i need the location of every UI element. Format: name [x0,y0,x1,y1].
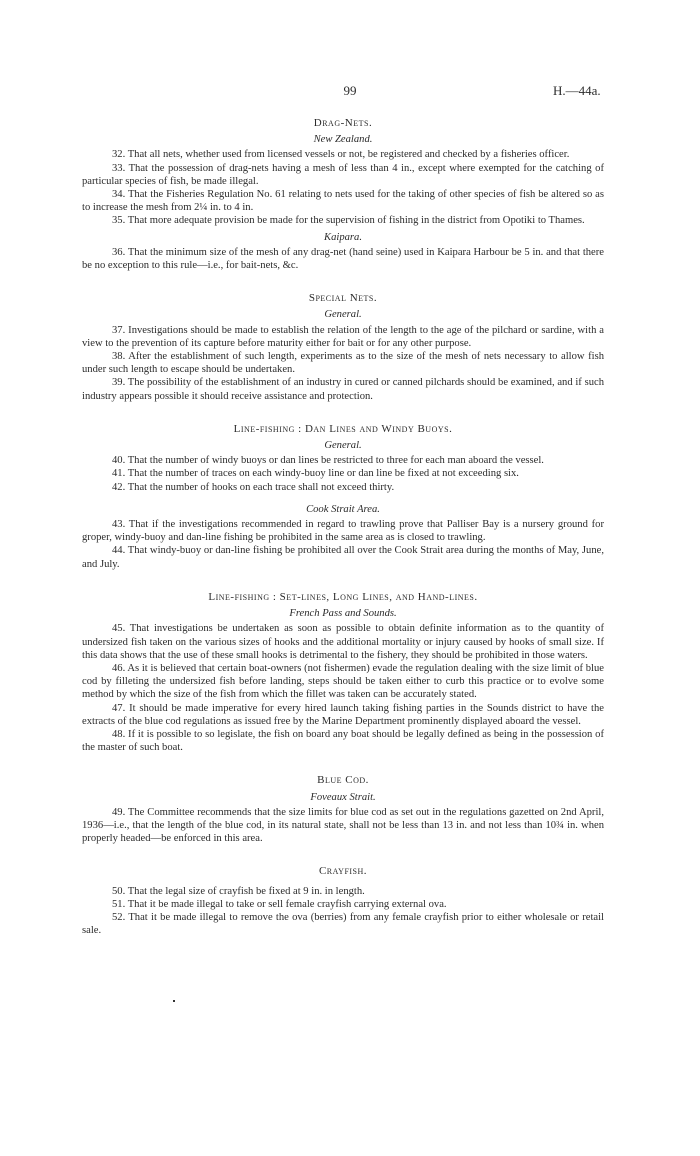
document-reference: H.—44a. [553,83,601,98]
section-heading: Line-fishing : Set-lines, Long Lines, and Hand-lines. [208,590,478,603]
subsection-heading: French Pass and Sounds. [289,608,397,620]
paragraph-37: 37. Investigations should be made to establish the relation of the length to the age of the pilchard or sardine, with a view to the prevention of its capture before maturity either for bait or for any other purpose. [82,324,604,349]
subsection-heading: General. [324,309,362,321]
paragraph-47: 47. It should be made imperative for every hired launch taking fishing parties in the Sounds district to have the extracts of the blue cod regulations as issued free by the Marine Department prominently displayed aboard the vessel. [82,702,604,727]
subsection-heading: Foveaux Strait. [310,791,376,803]
paragraph-46: 46. As it is believed that certain boat-owners (not fishermen) evade the regulation dealing with the size limit of blue cod by filleting the undersized fish before landing, steps should be taken either to curb this practice or to evolve some method by which the size of the fish from which the fillet was taken can be accurately stated. [82,662,604,701]
paragraph-40: 40. That the number of windy buoys or dan lines be restricted to three for each man aboard the vessel. [112,455,544,467]
section-heading: Crayfish. [318,865,368,878]
section-heading: Special Nets. [308,292,378,305]
section-heading: Line-fishing : Dan Lines and Windy Buoys. [233,422,453,435]
page-body [82,117,604,937]
paragraph-44: 44. That windy-buoy or dan-line fishing be prohibited all over the Cook Strait area during the months of May, June, and July. [82,545,604,570]
section-crayfish [82,865,604,937]
paragraph-34: 34. That the Fisheries Regulation No. 61 relating to nets used for the taking of other species of fish be altered so as to increase the mesh from 2¼ in. to 4 in. [82,189,604,214]
subsection-heading: New Zealand. [313,134,373,146]
paragraph-51: 51. That it be made illegal to take or sell female crayfish carrying external ova. [112,898,447,910]
page-number: 99 [343,83,357,98]
paragraph-48: 48. If it is possible to so legislate, the fish on board any boat should be legally defined as being in the possession of the master of such boat. [82,728,604,754]
section-dan-lines [82,423,604,571]
section-heading: Blue Cod. [317,774,369,787]
paragraph-41: 41. That the number of traces on each windy-buoy line or dan line be fixed at not exceeding six. [112,468,519,480]
paragraph-49: 49. The Committee recommends that the size limits for blue cod as set out in the regulations gazetted on 2nd April, 1936—i.e., that the length of the blue cod, in its natural state, shall not be less than 13 in. and not less than 10¾ in. when properly headed—be enforced in this area. [82,806,604,845]
paragraph-50: 50. That the legal size of crayfish be fixed at 9 in. in length. [112,885,365,897]
section-heading: Drag-Nets. [313,117,373,129]
subsection-heading: General. [324,440,362,452]
section-set-lines [82,591,604,754]
paragraph-45: 45. That investigations be undertaken as soon as possible to obtain definite information as to the quantity of undersized fish taken on the various sizes of hooks and the additional mortality or injury caused by hooks of small size. If this data shows that the use of these small hooks is detrimental to the fishery, they should be prohibited in those waters. [82,623,604,661]
paragraph-36: 36. That the minimum size of the mesh of any drag-net (hand seine) used in Kaipara Harbour be 5 in. and that there be no exception to this rule—i.e., for bait-nets, &c. [82,246,604,272]
paragraph-38: 38. After the establishment of such length, experiments as to the size of the mesh of nets necessary to allow fish under such length to escape should be undertaken. [82,351,604,376]
paragraph-43: 43. That if the investigations recommended in regard to trawling prove that Palliser Bay is a nursery ground for groper, windy-buoy and dan-line fishing be prohibited in the same area as is closed to trawling. [82,519,604,544]
subsection-heading: Kaipara. [324,231,362,243]
subsection-heading: Cook Strait Area. [306,503,380,515]
paragraph-52: 52. That it be made illegal to remove the ova (berries) from any female crayfish prior to either wholesale or retail sale. [82,911,604,937]
section-blue-cod [82,774,604,845]
section-drag-nets [82,117,604,272]
paragraph-35: 35. That more adequate provision be made for the supervision of fishing in the district from Opotiki to Thames. [112,215,585,227]
paragraph-39: 39. The possibility of the establishment of an industry in cured or canned pilchards should be examined, and if such industry appears possible it should receive assistance and protection. [82,377,604,402]
paragraph-42: 42. That the number of hooks on each trace shall not exceed thirty. [112,481,395,493]
stray-ink-mark [173,1000,175,1002]
section-special-nets [82,292,604,403]
paragraph-33: 33. That the possession of drag-nets having a mesh of less than 4 in., except where exempted for the catching of particular species of fish, be made illegal. [82,162,604,187]
paragraph-32: 32. That all nets, whether used from licensed vessels or not, be registered and checked by a fisheries officer. [112,149,570,161]
